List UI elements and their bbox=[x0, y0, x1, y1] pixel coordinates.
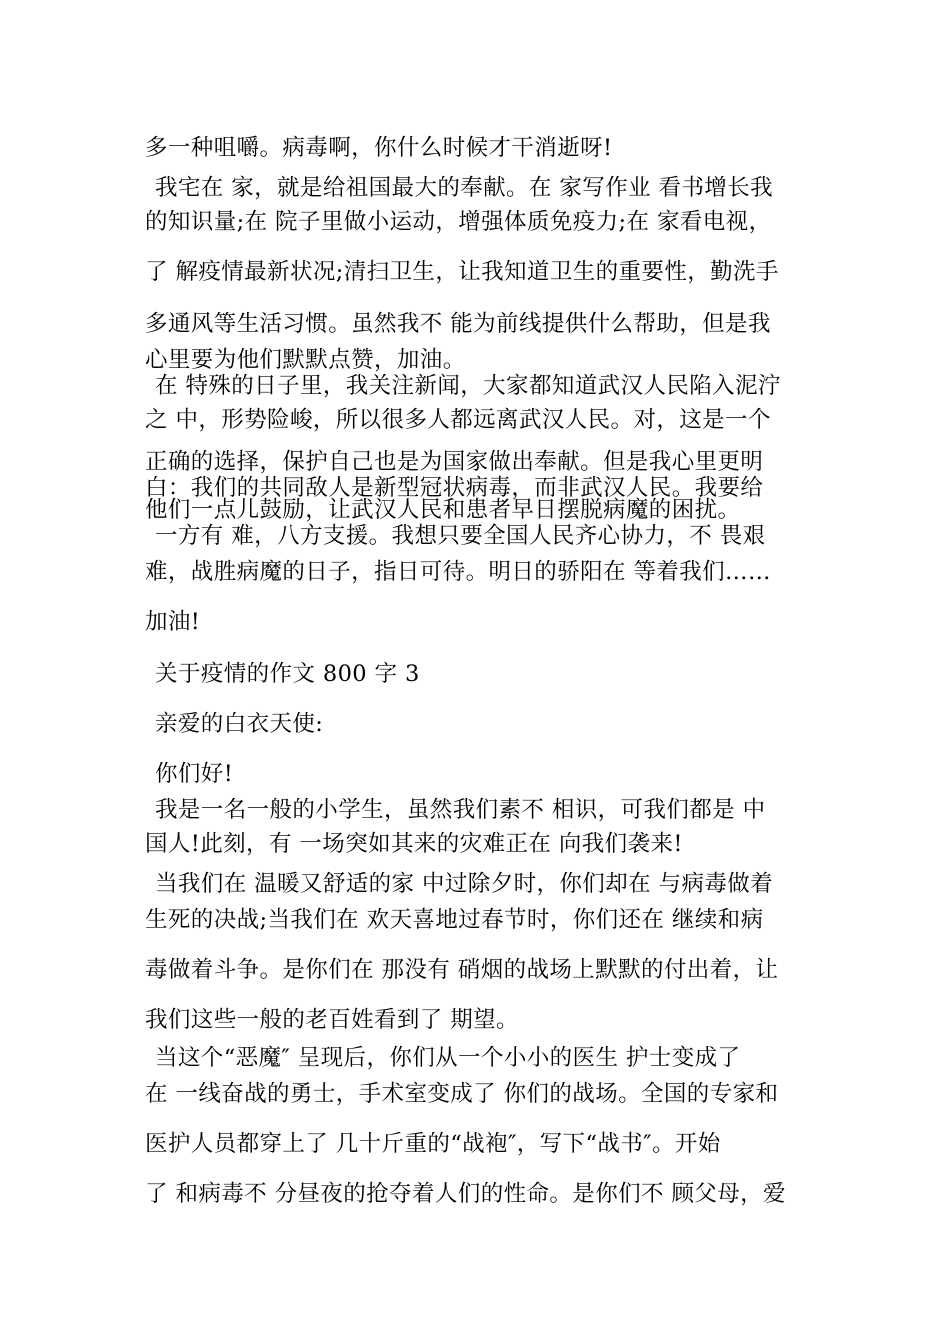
text-line: 生死的决战;当我们在 欢天喜地过春节时，你们还在 继续和病 bbox=[145, 907, 764, 933]
text-line: 心里要为他们默默点赞，加油。 bbox=[145, 347, 466, 373]
text-line: 当我们在 温暖又舒适的家 中过除夕时，你们却在 与病毒做着 bbox=[155, 871, 774, 897]
text-line: 加油! bbox=[145, 609, 201, 635]
text-line: 的知识量;在 院子里做小运动，增强体质免疫力;在 家看电视， bbox=[145, 209, 772, 235]
text-line: 难，战胜病魔的日子，指日可待。明日的骄阳在 等着我们…… bbox=[145, 559, 771, 585]
text-line: 多通风等生活习惯。虽然我不 能为前线提供什么帮助，但是我 bbox=[145, 311, 771, 337]
text-line: 白：我们的共同敌人是新型冠状病毒，而非武汉人民。我要给 bbox=[145, 475, 764, 501]
section-heading: 关于疫情的作文 800 字 3 bbox=[155, 661, 420, 687]
text-line: 之 中，形势险峻，所以很多人都远离武汉人民。对，这是一个 bbox=[145, 407, 771, 433]
text-line: 了 和病毒不 分昼夜的抢夺着人们的性命。是你们不 顾父母，爱 bbox=[145, 1181, 786, 1207]
text-line: 我是一名一般的小学生，虽然我们素不 相识，可我们都是 中 bbox=[155, 797, 766, 823]
greeting: 你们好! bbox=[155, 761, 234, 787]
text-line: 国人!此刻，有 一场突如其来的灾难正在 向我们袭来! bbox=[145, 831, 683, 857]
text-line: 在 一线奋战的勇士，手术室变成了 你们的战场。全国的专家和 bbox=[145, 1081, 779, 1107]
text-line: 在 特殊的日子里，我关注新闻，大家都知道武汉人民陷入泥泞 bbox=[155, 373, 781, 399]
text-line: 多一种咀嚼。病毒啊，你什么时候才干消逝呀! bbox=[145, 135, 613, 161]
text-line: 医护人员都穿上了 几十斤重的“战袍″，写下“战书″。开始 bbox=[145, 1131, 721, 1157]
text-line: 当这个“恶魔″ 呈现后，你们从一个小小的医生 护士变成了 bbox=[155, 1045, 741, 1071]
text-line: 一方有 难，八方支援。我想只要全国人民齐心协力，不 畏艰 bbox=[155, 523, 766, 549]
text-line: 我们这些一般的老百姓看到了 期望。 bbox=[145, 1007, 519, 1033]
text-line: 他们一点儿鼓励，让武汉人民和患者早日摆脱病魔的困扰。 bbox=[145, 497, 741, 523]
text-line: 了 解疫情最新状况;清扫卫生，让我知道卫生的重要性，勤洗手 bbox=[145, 259, 779, 285]
text-line: 正确的选择，保护自己也是为国家做出奉献。但是我心里更明 bbox=[145, 449, 764, 475]
text-line: 毒做着斗争。是你们在 那没有 硝烟的战场上默默的付出着，让 bbox=[145, 957, 779, 983]
text-line: 我宅在 家，就是给祖国最大的奉献。在 家写作业 看书增长我 bbox=[155, 175, 774, 201]
salutation: 亲爱的白衣天使: bbox=[155, 711, 324, 737]
